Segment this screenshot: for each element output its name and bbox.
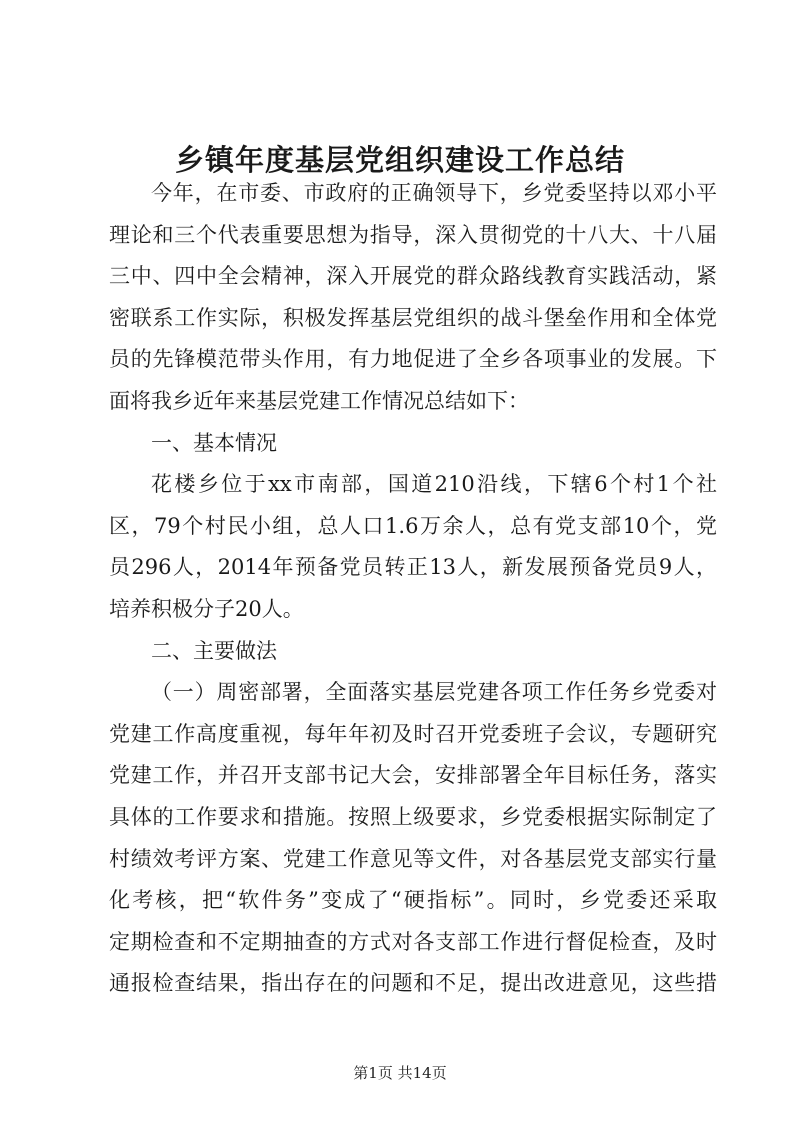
section2-line: 定期检查和不定期抽查的方式对各支部工作进行督促检查，及时 [109, 930, 717, 954]
document-title: 乡镇年度基层党组织建设工作总结 [174, 143, 625, 177]
section-heading-methods: 二、主要做法 [151, 639, 277, 663]
section1-line: 区，79个村民小组，总人口1.6万余人，总有党支部10个，党 [109, 514, 717, 538]
section2-line: （一）周密部署，全面落实基层党建各项工作任务乡党委对 [151, 680, 717, 704]
intro-line: 今年，在市委、市政府的正确领导下，乡党委坚持以邓小平 [151, 181, 717, 205]
section-heading-basic: 一、基本情况 [151, 431, 277, 455]
section1-line: 员296人，2014年预备党员转正13人，新发展预备党员9人， [109, 555, 717, 579]
section2-line: 具体的工作要求和措施。按照上级要求，乡党委根据实际制定了 [109, 805, 717, 829]
section2-line: 村绩效考评方案、党建工作意见等文件，对各基层党支部实行量 [109, 847, 717, 871]
intro-line: 理论和三个代表重要思想为指导，深入贯彻党的十八大、十八届 [109, 223, 717, 247]
intro-line: 面将我乡近年来基层党建工作情况总结如下： [109, 389, 529, 413]
intro-line: 员的先锋模范带头作用，有力地促进了全乡各项事业的发展。下 [109, 347, 717, 371]
section2-line: 通报检查结果，指出存在的问题和不足，提出改进意见，这些措 [109, 971, 717, 995]
intro-line: 三中、四中全会精神，深入开展党的群众路线教育实践活动，紧 [109, 264, 717, 288]
section2-line: 党建工作，并召开支部书记大会，安排部署全年目标任务，落实 [109, 763, 717, 787]
section2-line: 党建工作高度重视，每年年初及时召开党委班子会议，专题研究 [109, 722, 717, 746]
section1-line: 培养积极分子20人。 [109, 597, 304, 621]
page-footer: 第1页 共14页 [353, 1064, 447, 1082]
section1-line: 花楼乡位于xx市南部，国道210沿线，下辖6个村1个社 [151, 472, 717, 496]
intro-line: 密联系工作实际，积极发挥基层党组织的战斗堡垒作用和全体党 [109, 306, 717, 330]
section2-line: 化考核，把“软件务”变成了“硬指标”。同时，乡党委还采取 [109, 888, 717, 912]
